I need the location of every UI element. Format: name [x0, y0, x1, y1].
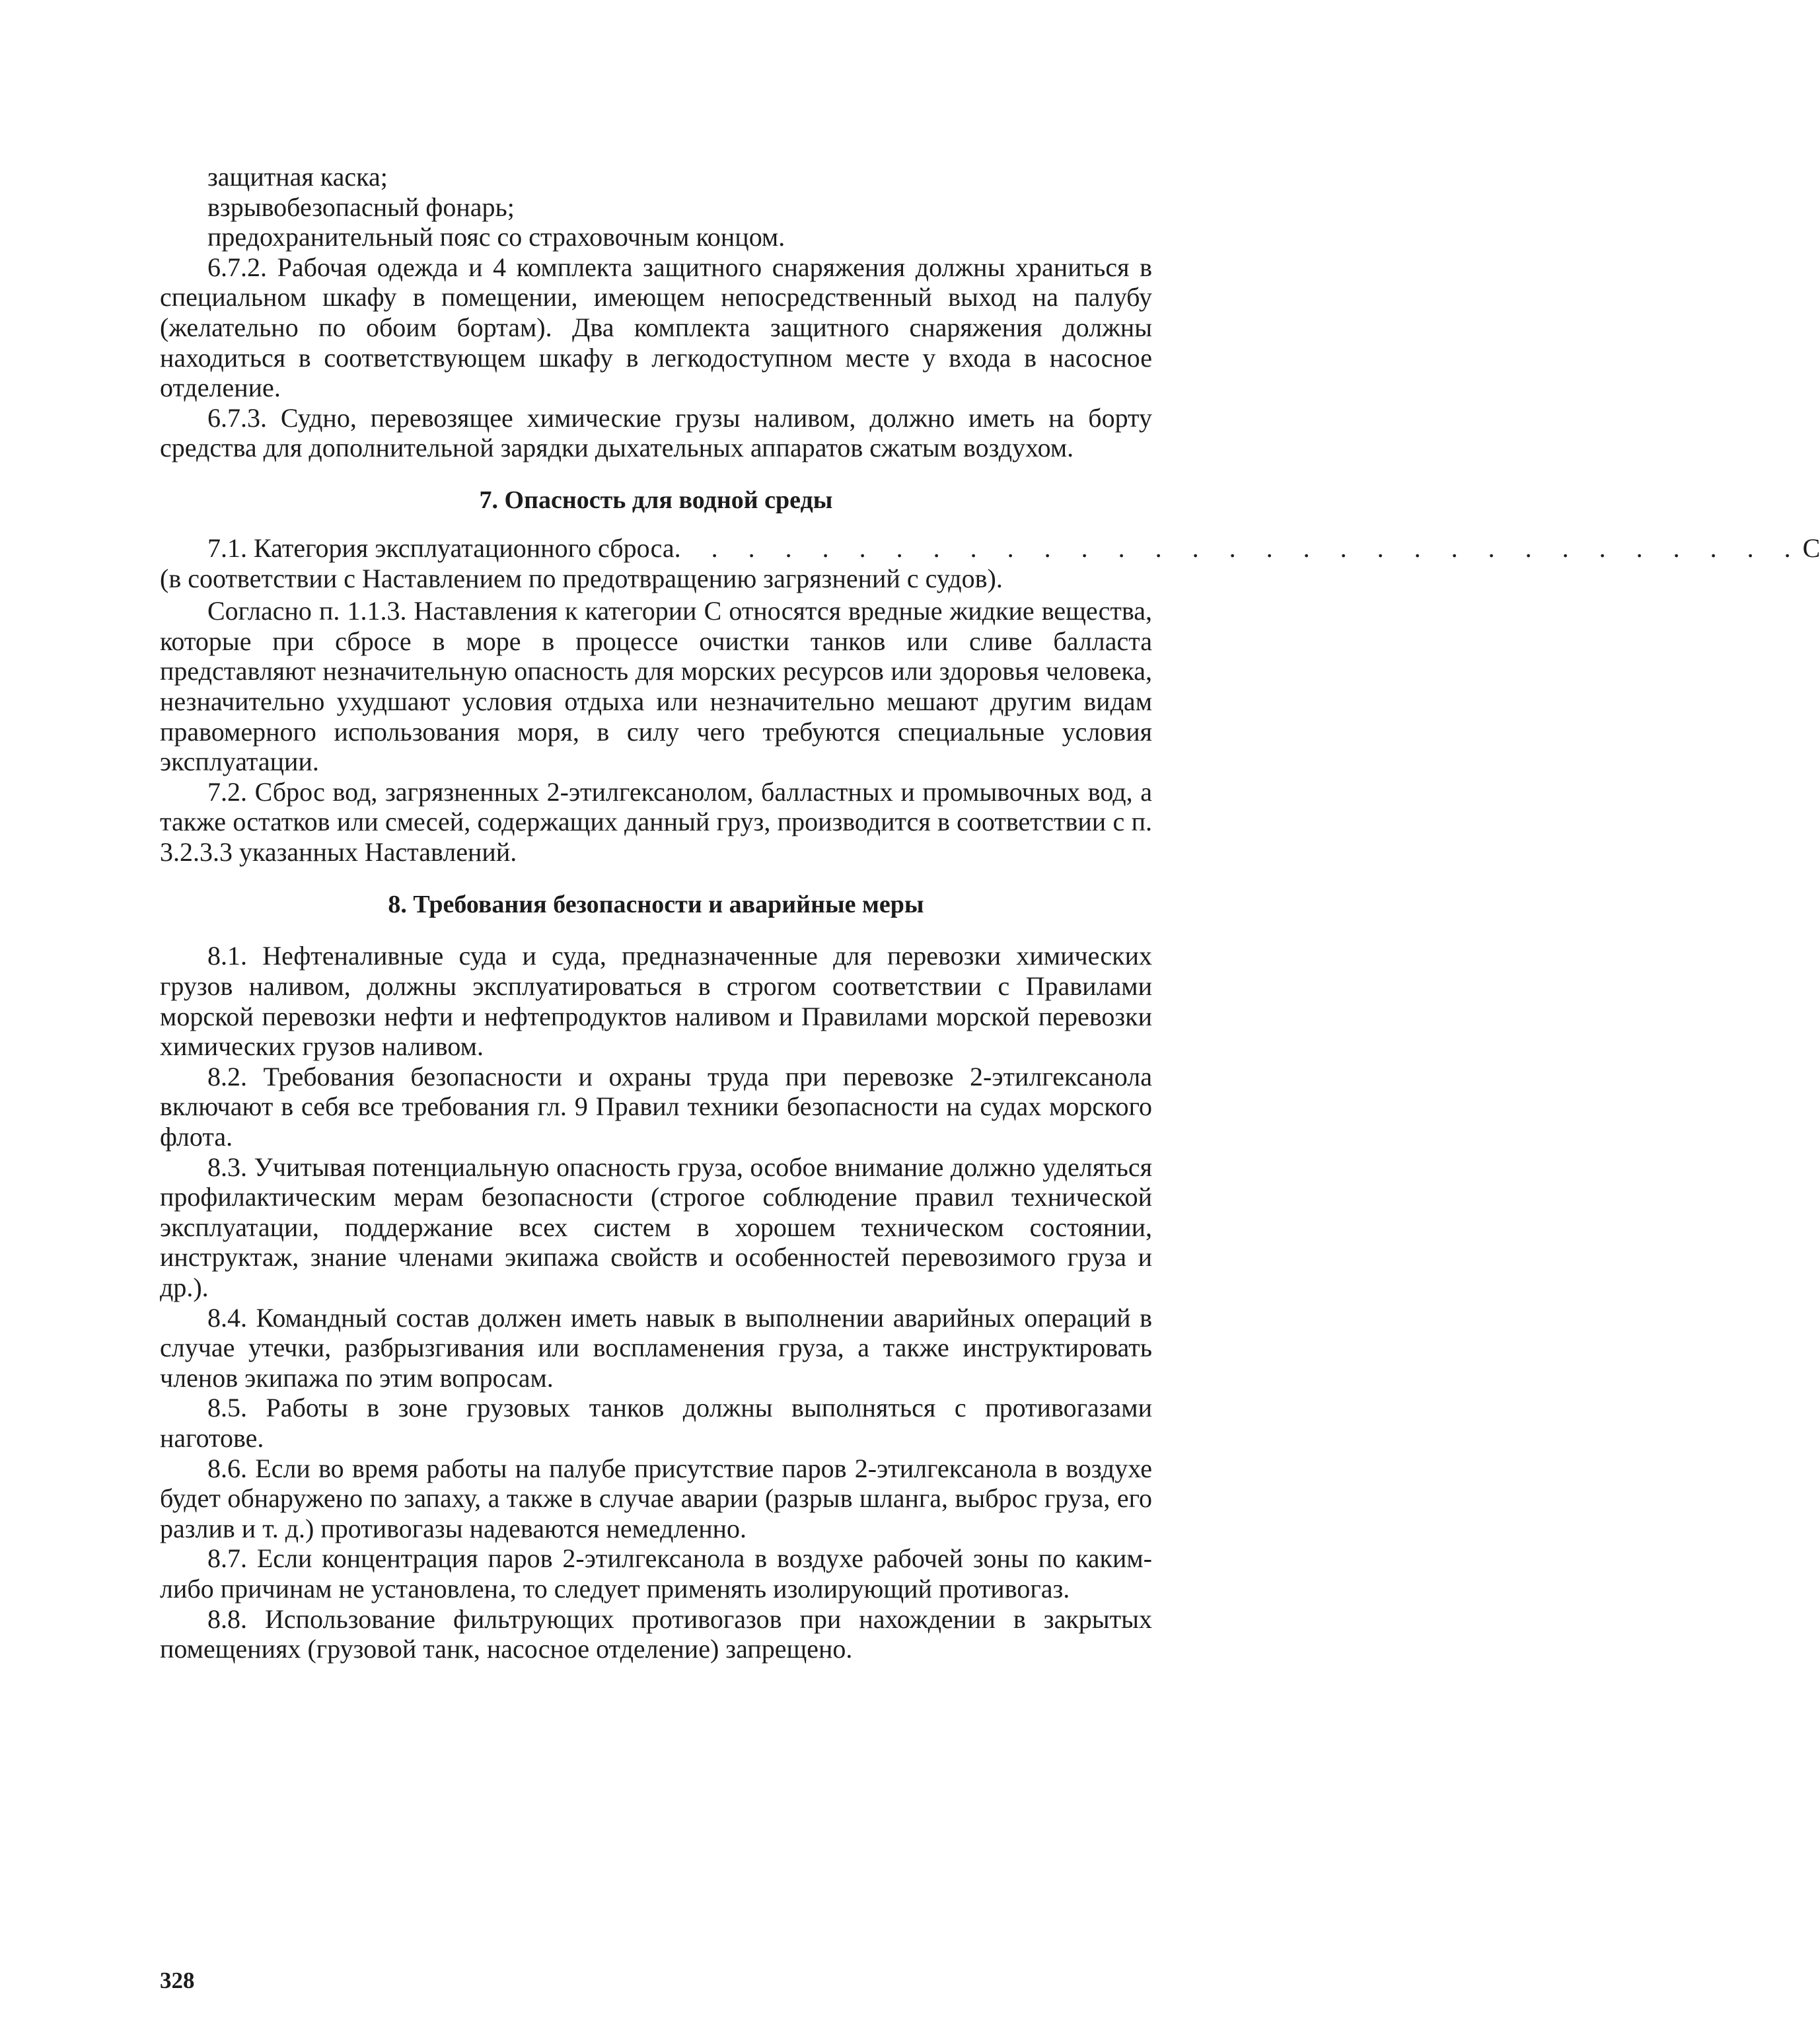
paragraph-8-7: 8.7. Если концентрация паров 2-этилгексанола в воздухе рабочей зоны по каким-либо причинам не установлена, то следует применять изолирующий противогаз. [160, 1543, 1152, 1604]
equipment-list [160, 162, 1152, 252]
paragraph-6-7-2: 6.7.2. Рабочая одежда и 4 комплекта защитного снаряжения должны храниться в специальном шкафу в помещении, имеющем непосредственный выход на палубу (желательно по обоим бортам). Два комплекта защитного снаряжения должны находиться в соответствующем шкафу в легкодоступном месте у входа в насосное отделение. [160, 252, 1152, 403]
discharge-category-line [160, 533, 1820, 564]
page-body [160, 162, 1820, 1664]
paragraph-6-7-3: 6.7.3. Судно, перевозящее химические грузы наливом, должно иметь на борту средства для дополнительной зарядки дыхательных аппаратов сжатым воздухом. [160, 402, 1152, 463]
list-item: предохранительный пояс со страховочным концом. [207, 222, 785, 252]
section-heading-7: 7. Опасность для водной среды [479, 486, 833, 514]
paragraph-7-2: 7.2. Сброс вод, загрязненных 2-этилгексанолом, балластных и промывочных вод, а также остатков или смесей, содержащих данный груз, производится в соответствии с п. 3.2.3.3 указанных Наставлений. [160, 776, 1152, 867]
paragraph-8-8: 8.8. Использование фильтрующих противогазов при нахождении в закрытых помещениях (грузовой танк, насосное отделение) запрещено. [160, 1604, 1152, 1664]
paragraph-8-5: 8.5. Работы в зоне грузовых танков должны выполняться с противогазами наготове. [160, 1393, 1152, 1453]
paragraph-8-3: 8.3. Учитывая потенциальную опасность груза, особое внимание должно уделяться профилактическим мерам безопасности (строгое соблюдение правил технической эксплуатации, поддержание всех систем в хорошем техническом состоянии, инструктаж, знание членами экипажа свойств и особенностей перевозимого груза и др.). [160, 1152, 1152, 1302]
discharge-category-label: 7.1. Категория эксплуатационного сброса [207, 533, 674, 563]
list-item: защитная каска; [207, 162, 388, 192]
paragraph-8-2: 8.2. Требования безопасности и охраны труда при перевозке 2-этилгексанола включают в себя все требования гл. 9 Правил техники безопасности на судах морского флота. [160, 1061, 1152, 1152]
section-heading-8: 8. Требования безопасности и аварийные меры [388, 891, 924, 919]
dot-leader: . . . . . . . . . . . . . . . . . . . . . . . . . . . . . . . [674, 533, 1803, 563]
page-number: 328 [160, 1968, 195, 1993]
paragraph-1-1-3: Согласно п. 1.1.3. Наставления к категории С относятся вредные жидкие вещества, которые при сбросе в море в процессе очистки танков или сливе балласта представляют незначительную опасность для морских ресурсов или здоровья человека, незначительно ухудшают условия отдыха или незначительно мешают другим видам правомерного использования моря, в силу чего требуются специальные условия эксплуатации. [160, 596, 1152, 777]
discharge-category-note: (в соответствии с Наставлением по предотвращению загрязнений с судов). [160, 563, 1003, 593]
list-item: взрывобезопасный фонарь; [207, 192, 515, 222]
paragraph-8-1: 8.1. Нефтеналивные суда и суда, предназначенные для перевозки химических грузов наливом, должны эксплуатироваться в строгом соответствии с Правилами морской перевозки нефти и нефтепродуктов наливом и Правилами морской перевозки химических грузов наливом. [160, 941, 1152, 1062]
paragraph-8-4: 8.4. Командный состав должен иметь навык в выполнении аварийных операций в случае утечки, разбрызгивания или воспламенения груза, а также инструктировать членов экипажа по этим вопросам. [160, 1302, 1152, 1393]
paragraph-8-6: 8.6. Если во время работы на палубе присутствие паров 2-этилгексанола в воздухе будет обнаружено по запаху, а также в случае аварии (разрыв шланга, выброс груза, его разлив и т. д.) противогазы надеваются немедленно. [160, 1453, 1152, 1543]
discharge-category-value: С [1802, 533, 1820, 563]
